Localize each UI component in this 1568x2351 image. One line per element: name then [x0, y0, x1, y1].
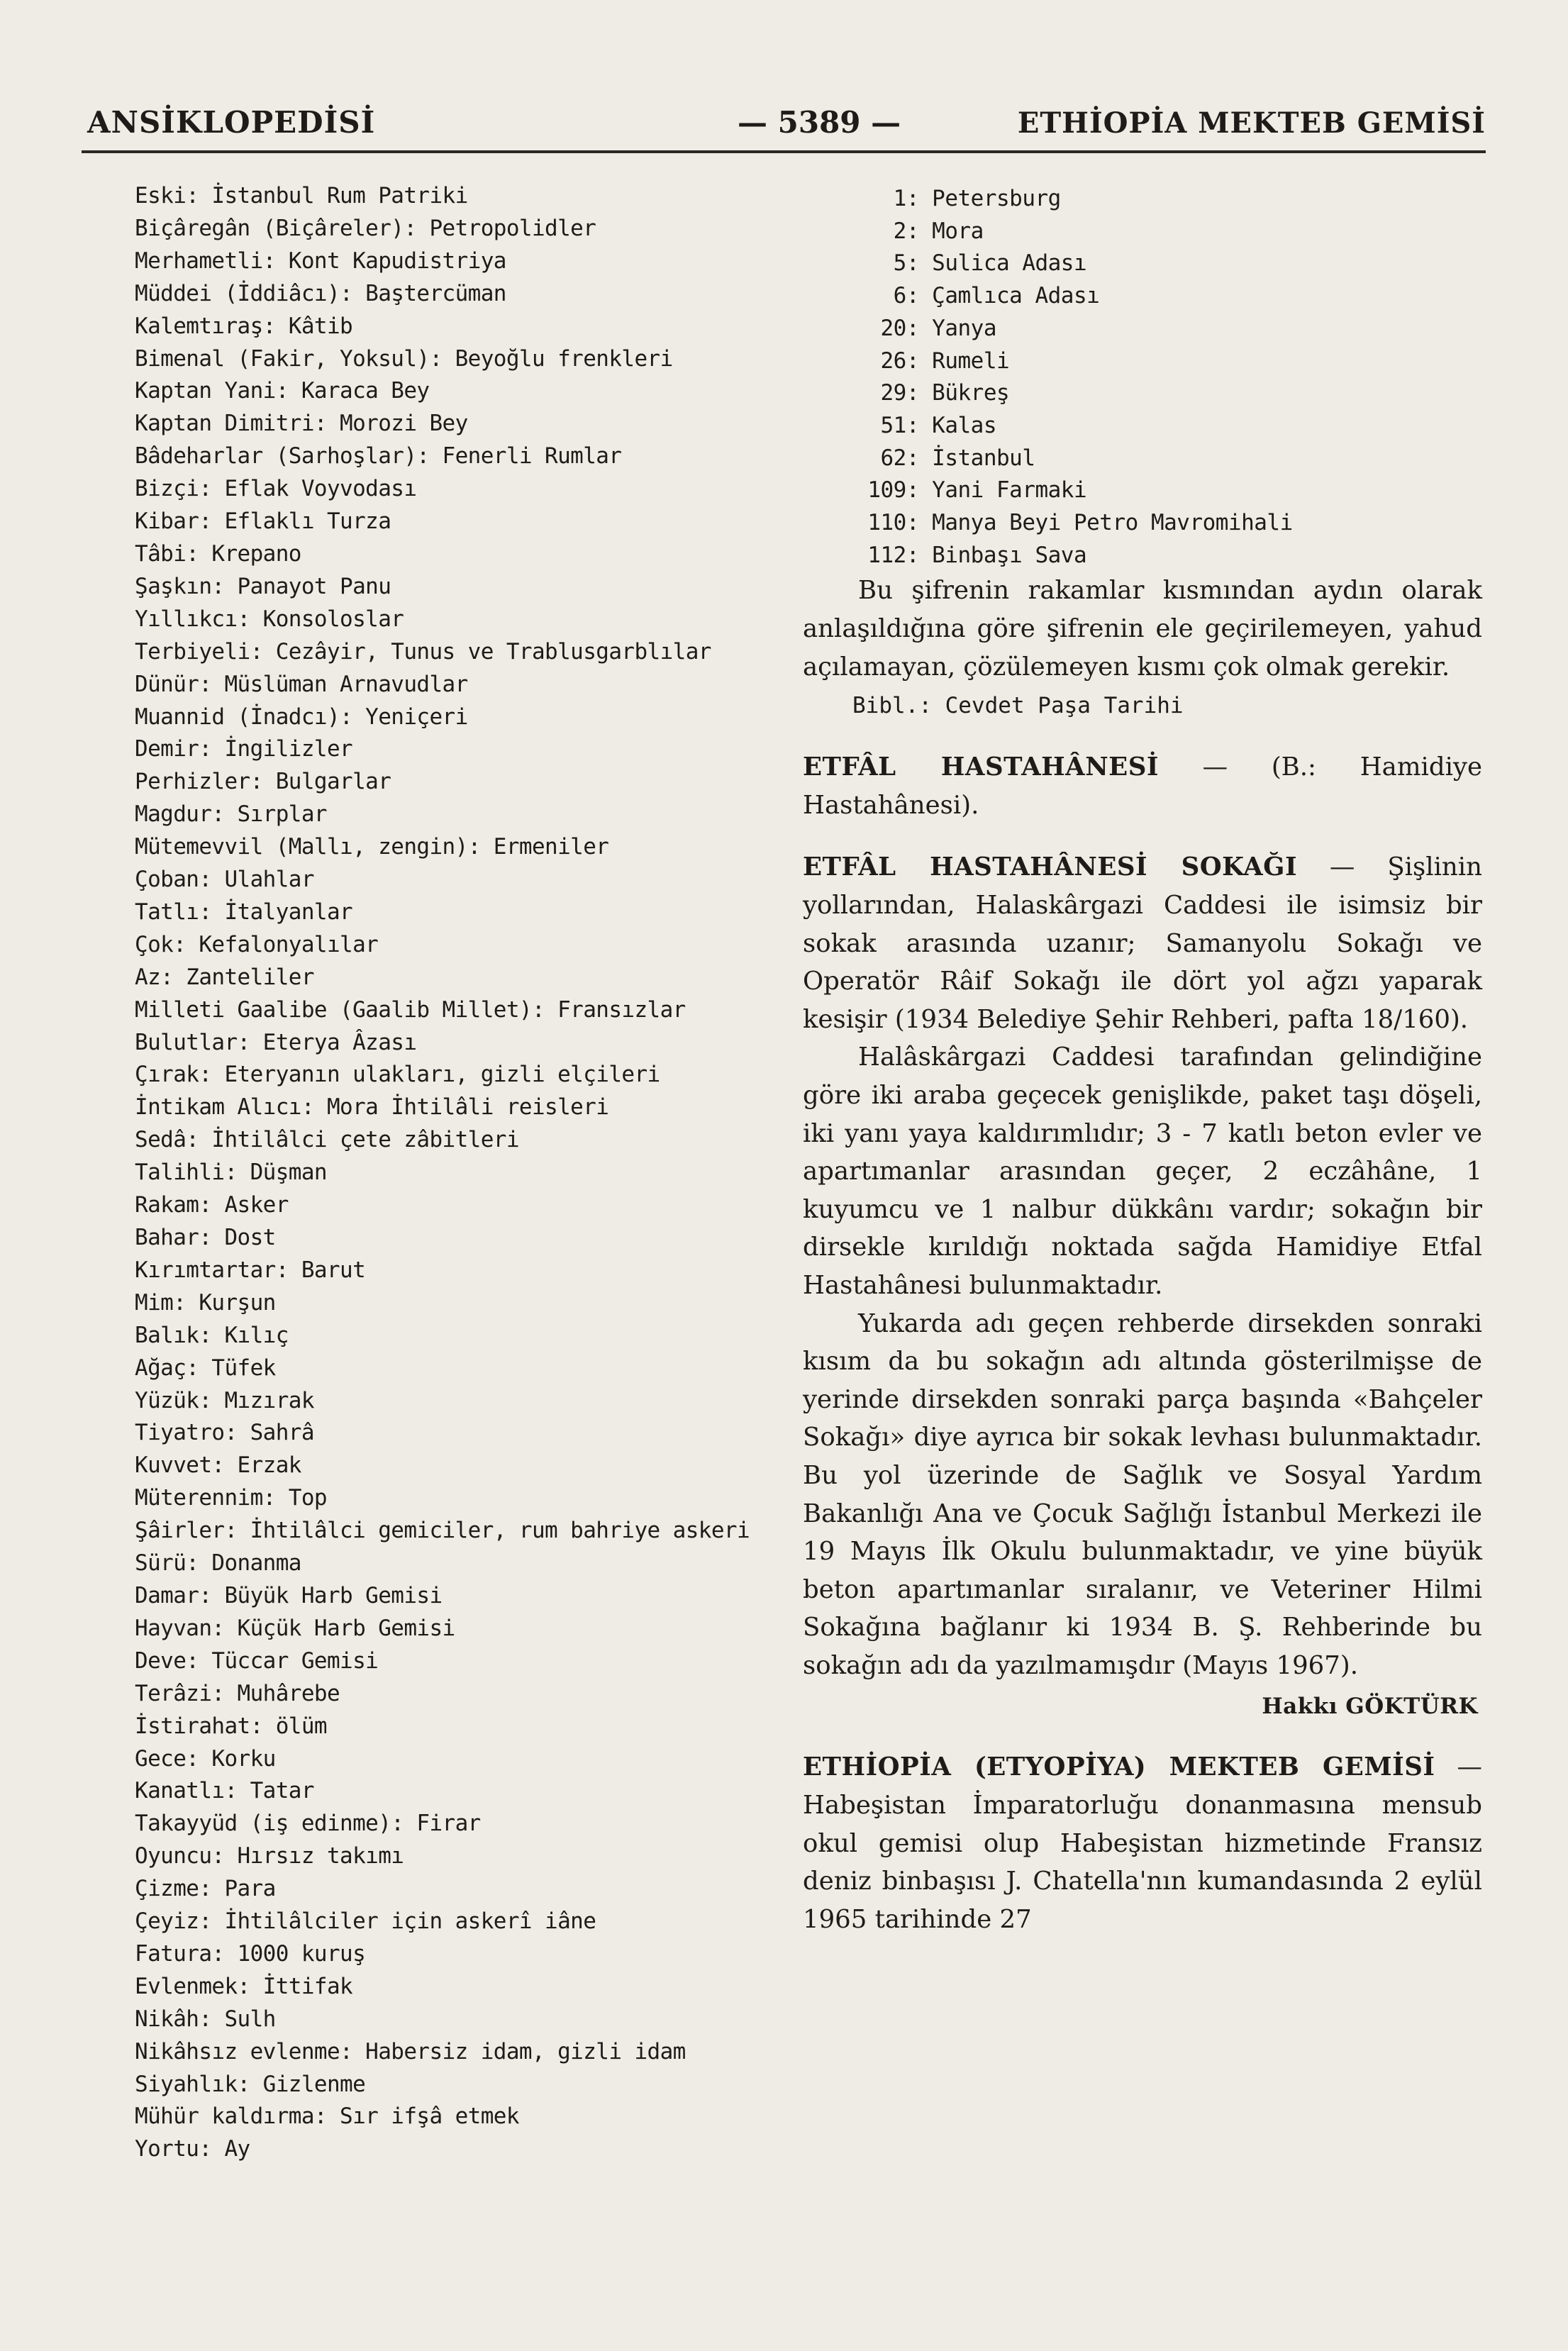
header-rule [82, 150, 1486, 153]
cipher-number: 5: [893, 250, 919, 277]
entry-etfal-hastahanesi [803, 748, 1482, 824]
cipher-number: 29: [880, 380, 919, 406]
glossary-line: Oyuncu: Hırsız takımı [135, 1843, 404, 1869]
glossary-line: Magdur: Sırplar [135, 801, 327, 828]
glossary-line: Tâbi: Krepano [135, 540, 301, 567]
cipher-number: 62: [880, 445, 919, 471]
glossary-line: Siyahlık: Gizlenme [135, 2071, 366, 2097]
glossary-line: Bizçi: Eflak Voyvodası [135, 476, 417, 502]
cipher-meaning: Manya Beyi Petro Mavromihali [932, 510, 1293, 536]
cipher-number: 6: [893, 283, 919, 309]
glossary-line: Terâzi: Muhârebe [135, 1680, 340, 1706]
glossary-line: Sürü: Donanma [135, 1550, 301, 1577]
entry-text: — (B.: Hamidiye Hastahânesi). [803, 752, 1482, 820]
entry-author: Hakkı GÖKTÜRK [1262, 1694, 1478, 1720]
entry-text: — Şişlinin yollarından, Halaskârgazi Caddesi ile isimsiz bir sokak arasında uzanır; Samanyolu Sokağı ve Operatör Râif Sokağı ile dört yol ağzı yaparak kesişir (1934 Belediye Şehir Rehberi, pafta 18/160). [803, 852, 1482, 1034]
cipher-meaning: Rumeli [932, 348, 1010, 374]
cipher-number-row [803, 216, 1482, 248]
bibliography: Bibl.: Cevdet Paşa Tarihi [852, 693, 1184, 719]
glossary-line: Çok: Kefalonyalılar [135, 931, 379, 957]
cipher-meaning: Bükreş [932, 380, 1010, 406]
glossary-line: Az: Zanteliler [135, 964, 314, 990]
cipher-number: 109: [867, 477, 919, 504]
cipher-number-row [803, 377, 1482, 410]
cipher-number-row [803, 410, 1482, 443]
cipher-number-row [803, 540, 1482, 572]
running-header [82, 91, 1486, 148]
glossary-line: Çizme: Para [135, 1876, 276, 1902]
glossary-line: Mim: Kurşun [135, 1289, 276, 1316]
entry-etfal-sokagi [803, 848, 1482, 1038]
cipher-number-row [803, 443, 1482, 475]
glossary-line: Demir: İngilizler [135, 736, 353, 762]
glossary-line: Bahar: Dost [135, 1225, 276, 1250]
cipher-meaning: Çamlıca Adası [932, 283, 1100, 309]
glossary-line: Bimenal (Fakir, Yoksul): Beyoğlu frenkleri [135, 345, 673, 372]
cipher-number: 51: [880, 412, 919, 438]
cipher-number: 20: [880, 315, 919, 341]
glossary-line: Nikâhsız evlenme: Habersiz idam, gizli idam [135, 2038, 686, 2064]
cipher-number: 1: [893, 186, 919, 211]
page-number: — 5389 — [738, 105, 901, 140]
glossary-line: Çırak: Eteryanın ulakları, gizli elçileri [135, 1062, 660, 1088]
cipher-number-row [803, 280, 1482, 313]
glossary-line: Biçâregân (Biçâreler): Petropolidler [135, 215, 596, 241]
glossary-line: Merhametli: Kont Kapudistriya [135, 248, 506, 274]
glossary-line: Şaşkın: Panayot Panu [135, 573, 391, 599]
entry-ethiopia-gemisi [803, 1748, 1482, 1938]
cipher-meaning: Sulica Adası [932, 250, 1087, 277]
cipher-number-row [803, 474, 1482, 507]
glossary-line: Kaptan Yani: Karaca Bey [135, 378, 430, 404]
glossary-line: Muannid (İnadcı): Yeniçeri [135, 704, 468, 730]
entry-paragraph: Halâskârgazi Caddesi tarafından gelindiğine göre iki araba geçecek genişlikde, paket taşı döşeli, iki yanı yaya kaldırımlıdır; 3 - 7 katlı beton evler ve apartımanlar arasından geçer, 2 eczâhâne, 1 kuyumcu ve 1 nalbur dükkânı vardır; sokağın bir dirsekle kırıldığı noktada sağda Hamidiye Etfal Hastahânesi bulunmaktadır. [803, 1043, 1482, 1300]
cipher-number: 110: [867, 510, 919, 536]
glossary-line: Balık: Kılıç [135, 1322, 289, 1348]
glossary-line: Ağaç: Tüfek [135, 1355, 276, 1381]
cipher-number-row [803, 183, 1482, 216]
glossary-line: Eski: İstanbul Rum Patriki [135, 183, 468, 209]
cipher-number: 2: [893, 218, 919, 244]
cipher-paragraph: Bu şifrenin rakamlar kısmından aydın olarak anlaşıldığına göre şifrenin ele geçirilemeyen, yahud açılamayan, çözülemeyen kısmı çok olmak gerekir. [803, 576, 1482, 682]
glossary-line: Nikâh: Sulh [135, 2006, 276, 2032]
cipher-meaning: Binbaşı Sava [932, 542, 1087, 568]
glossary-line: Mühür kaldırma: Sır ifşâ etmek [135, 2103, 519, 2130]
glossary-line: Perhizler: Bulgarlar [135, 769, 391, 795]
cipher-number-row [803, 313, 1482, 345]
glossary-line: Dünür: Müslüman Arnavudlar [135, 671, 468, 697]
header-right-title: ETHİOPİA MEKTEB GEMİSİ [1017, 106, 1486, 140]
glossary-line: Müterennim: Top [135, 1485, 327, 1511]
cipher-number: 112: [867, 542, 919, 568]
entry-paragraph: Yukarda adı geçen rehberde dirsekden sonraki kısım da bu sokağın adı altında gösterilmişse de yerinde dirsekden sonraki parça başında «Bahçeler Sokağı» diye ayrıca bir sokak levhası bulunmaktadır. Bu yol üzerinde de Sağlık ve Sosyal Yardım Bakanlığı Ana ve Çocuk Sağlığı İstanbul Merkezi ile 19 Mayıs İlk Okulu bulunmaktadır, ve yine büyük beton apartımanlar sıralanır, ve Veteriner Hilmi Sokağına bağlanır ki 1934 B. Ş. Rehberinde bu sokağın adı da yazılmamışdır (Mayıs 1967). [803, 1308, 1482, 1680]
cipher-number: 26: [880, 348, 919, 374]
cipher-number-row [803, 248, 1482, 280]
glossary-line: Gece: Korku [135, 1745, 276, 1772]
glossary-line: Kalemtıraş: Kâtib [135, 313, 353, 339]
glossary-line: Kırımtartar: Barut [135, 1257, 366, 1283]
glossary-line: Bâdeharlar (Sarhoşlar): Fenerli Rumlar [135, 443, 622, 469]
glossary-line: Talihli: Düşman [135, 1160, 327, 1186]
glossary-line: Milleti Gaalibe (Gaalib Millet): Fransızlar [135, 996, 686, 1023]
glossary-line: Tatlı: İtalyanlar [135, 899, 353, 925]
cipher-meaning: Yani Farmaki [932, 477, 1087, 504]
glossary-line: Kaptan Dimitri: Morozi Bey [135, 411, 468, 437]
glossary-line: Terbiyeli: Cezâyir, Tunus ve Trablusgarblılar [135, 638, 711, 665]
glossary-line: Mütemevvil (Mallı, zengin): Ermeniler [135, 834, 609, 860]
entry-text: — Habeşistan İmparatorluğu donanmasına mensub okul gemisi olup Habeşistan hizmetinde Fransız deniz binbaşısı J. Chatella'nın kumandasında 2 eylül 1965 tarihinde 27 [803, 1752, 1482, 1934]
glossary-line: Tiyatro: Sahrâ [135, 1420, 314, 1446]
entry-title: ETFÂL HASTAHÂNESİ [803, 752, 1159, 782]
cipher-meaning: Yanya [932, 315, 996, 341]
cipher-number-row [803, 345, 1482, 378]
glossary-line: Çoban: Ulahlar [135, 867, 314, 893]
cipher-meaning: Kalas [932, 412, 996, 438]
entry-title: ETHİOPİA (ETYOPİYA) MEKTEB GEMİSİ [803, 1752, 1435, 1782]
glossary-line: Yortu: Ay [135, 2136, 250, 2162]
glossary-line: Bulutlar: Eterya Âzası [135, 1029, 417, 1055]
glossary-line: Sedâ: İhtilâlci çete zâbitleri [135, 1127, 519, 1153]
cipher-meaning: İstanbul [932, 445, 1035, 471]
glossary-line: Hayvan: Küçük Harb Gemisi [135, 1615, 455, 1641]
glossary-line: Kanatlı: Tatar [135, 1778, 314, 1804]
glossary-line: Kuvvet: Erzak [135, 1452, 301, 1479]
glossary-line: İstirahat: ölüm [135, 1713, 327, 1739]
glossary-line: Şâirler: İhtilâlci gemiciler, rum bahriye askeri [135, 1518, 750, 1544]
glossary-line: Evlenmek: İttifak [135, 1973, 353, 1999]
glossary-line: Damar: Büyük Harb Gemisi [135, 1582, 443, 1608]
glossary-line: İntikam Alıcı: Mora İhtilâli reisleri [135, 1094, 609, 1121]
cipher-meaning: Petersburg [932, 186, 1061, 211]
header-left-title: ANSİKLOPEDİSİ [87, 105, 376, 140]
glossary-line: Takayyüd (iş edinme): Firar [135, 1811, 481, 1837]
glossary-line: Kibar: Eflaklı Turza [135, 508, 391, 535]
glossary-line: Yıllıkcı: Konsoloslar [135, 606, 404, 632]
cipher-number-list [803, 183, 1482, 572]
glossary-line: Rakam: Asker [135, 1192, 289, 1218]
entry-title: ETFÂL HASTAHÂNESİ SOKAĞI [803, 852, 1298, 882]
glossary-line: Müddei (İddiâcı): Baştercüman [135, 280, 506, 306]
glossary-line: Çeyiz: İhtilâlciler için askerî iâne [135, 1908, 596, 1935]
cipher-glossary-column [135, 180, 773, 2166]
glossary-line: Yüzük: Mızırak [135, 1387, 314, 1413]
glossary-line: Deve: Tüccar Gemisi [135, 1647, 379, 1674]
right-column [803, 183, 1482, 1938]
cipher-meaning: Mora [932, 218, 984, 244]
cipher-number-row [803, 507, 1482, 540]
glossary-line: Fatura: 1000 kuruş [135, 1940, 366, 1967]
